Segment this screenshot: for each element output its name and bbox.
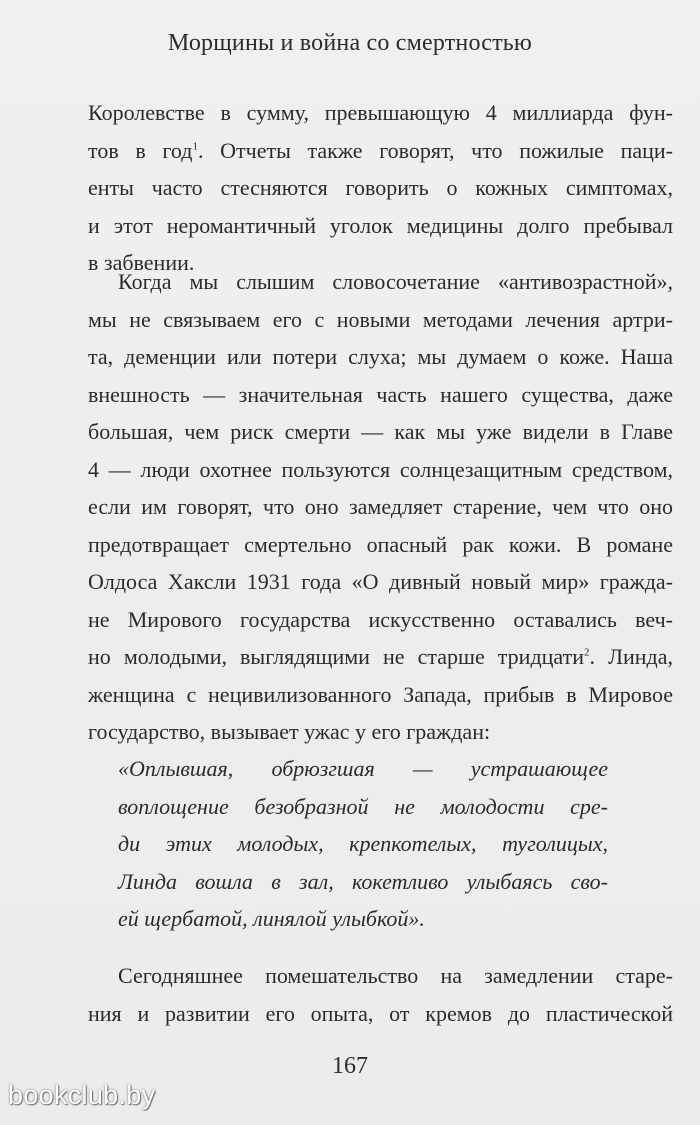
paragraph-2 [88,263,673,751]
block-quote [118,750,608,938]
paragraph-1 [88,94,673,282]
quote-line: ей щербатой, линялой улыбкой». [118,906,425,931]
paragraph-3 [88,957,673,1032]
text-line: енты часто стесняются говорить о кожных симптомах, [88,175,673,200]
text-line: та, деменции или потери слуха; мы думаем о коже. Наша [88,344,673,369]
running-head: Морщины и война со смертностью [167,30,533,56]
text-line: Королевстве в сумму, превышающую 4 миллиарда фун- [88,100,673,125]
page-number: 167 [332,1053,368,1079]
text-line: тов в год$^1$. Отчеты также говорят, что пожилые паци- [88,137,673,163]
text-line: ния и развитии его опыта, от кремов до пластической [88,1000,673,1026]
footnote-ref: 1 [192,140,198,153]
text-line: Когда мы слышим словосочетание «антивозрастной», [118,269,673,294]
quote-line: воплощение безобразной не молодости сре- [118,793,608,819]
text-line: женщина с нецивилизованного Запада, прибыв в Мировое [88,681,673,707]
text-line: если им говорят, что оно замедляет старение, чем что оно [88,494,673,519]
text-line: в забвении. [88,250,195,275]
text-line: Олдоса Хаксли 1931 года «О дивный новый мир» гражда- [88,569,673,594]
text-line: мы не связываем его с новыми методами лечения артри- [88,306,673,332]
quote-line: ди этих молодых, крепкотелых, туголицых, [118,831,608,856]
text-line: не Мирового государства искусственно оставались веч- [88,606,673,632]
text-line: Сегодняшнее помешательство на замедлении старе- [118,963,673,988]
quote-line: «Оплывшая, обрюзгшая — устрашающее [118,756,608,781]
footnote-ref: 2 [584,646,590,659]
text-line: государство, вызывает ужас у его граждан: [88,719,491,744]
quote-line: Линда вошла в зал, кокетливо улыбаясь сво- [118,868,608,894]
text-line: и этот неромантичный уголок медицины долго пребывал [88,212,673,238]
text-line: внешность — значительная часть нашего существа, даже [88,381,673,407]
watermark-logo: bookclub.by [8,1080,156,1110]
text-line: большая, чем риск смерти — как мы уже видели в Главе [88,419,673,444]
text-line: предотвращает смертельно опасный рак кожи. В романе [88,531,673,557]
text-line: 4 — люди охотнее пользуются солнцезащитным средством, [88,456,673,482]
text-line: но молодыми, выглядящими не старше тридцати$^2$. Линда, [88,644,673,669]
